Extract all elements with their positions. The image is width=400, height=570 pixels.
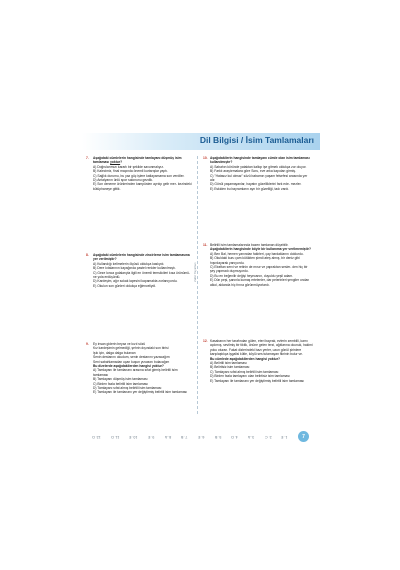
header-bar xyxy=(82,133,320,150)
question-stem: Aşağıdakilerin hangisinde tamlayanı cümle olan isim tamlaması kullanılmıştır? xyxy=(210,156,310,165)
question-stem: Aşağıdaki cümlelerin hangisinde zincirleme isim tamlamasına yer verilmiştir? xyxy=(93,253,190,262)
page-title: Dil Bilgisi / İsim Tamlamaları xyxy=(199,135,314,145)
answer-key-item: 10. E xyxy=(129,435,138,439)
option-e[interactable]: E) Okulun son günleri oldukça eğlenceliydi. xyxy=(93,283,157,288)
answer-key-item: 12. D xyxy=(92,435,101,439)
option-a[interactable]: A) Kullandığı kelimelerin ölçüsü oldukça kaslıydı. xyxy=(93,261,165,266)
question-8 xyxy=(86,253,192,288)
question-line: Aşağıdakilerin hangisinde böyle bir kullanıma yer verilmemiştir? xyxy=(210,247,311,252)
question-10 xyxy=(203,156,313,191)
option-b[interactable]: B) Kalecimiz, final maçında önemli kurtarışlar yaptı. xyxy=(93,169,168,174)
option-d[interactable]: D) Birden fazla tamlayanı olan belirtisiz isim tamlaması xyxy=(210,374,290,379)
answer-key-item: 5. B xyxy=(214,435,222,439)
question-number: 8. xyxy=(86,253,89,257)
poem-line: Ey insan giderin beyaz ve kızıl sözü xyxy=(93,342,146,346)
poem-line: Kız kardeşimin gelmediği, şehrin dışındaki son birisi xyxy=(93,346,169,351)
poem-line: Seni sabahlamadan uçan kuşun yuvasını bulacağım xyxy=(93,359,170,364)
answer-key-item: 11. D xyxy=(110,435,120,439)
option-c[interactable]: C) "Hatasız kul olmaz" sözü babamın yaşam felsefesi arasında yer alır. xyxy=(210,173,308,183)
option-c[interactable]: C) Birden fazla belirtili isim tamlaması xyxy=(93,381,148,386)
option-a[interactable]: A) Sabahın köründe yataktan kalkıp işe gitmek oldukça zor oluyor. xyxy=(210,164,307,169)
answer-key-item: 8. A xyxy=(164,435,171,439)
option-e[interactable]: E) Son deneme ürünlerinden kampüsten ayrılıp gelir mer- kezindeki kütüphaneye gittik. xyxy=(93,182,192,191)
stem-emphasis: yoktur xyxy=(110,160,121,165)
option-a[interactable]: A) Tamlayanı ile tamlananı arasına sıfat girmiş belirtili isim tamlaması xyxy=(93,368,178,377)
publisher-side-label: Zafer Yayınları xyxy=(193,262,197,282)
question-11 xyxy=(203,243,313,287)
option-d[interactable]: D) Tamlayanı sıfat almış belirtili isim tamlaması xyxy=(93,386,162,391)
poem-line: Senin destanını okudum, senin destanını yazacağım xyxy=(93,355,170,360)
option-a[interactable]: A) Ben Bal, hemen yanından fakirleri, çay bardaklarını doldurdu. xyxy=(210,251,304,256)
answer-key-item: 3. A xyxy=(248,435,255,439)
option-b[interactable]: B) Tamlayanı düşmüş isim tamlaması xyxy=(93,377,148,382)
answer-key-item: 7. B xyxy=(181,435,188,439)
option-d[interactable]: D) Kardeşim, ağır sokak lapesini kapamakta zorlanıyordu. xyxy=(93,279,178,284)
option-e[interactable]: E) Eskiden bu bayramların ayrı bir güzelliği, tadı vardı. xyxy=(210,186,290,191)
question-12 xyxy=(203,339,313,383)
question-number: 7. xyxy=(86,156,89,160)
poem-line: Işık için, dalga dalga bulanan xyxy=(93,350,136,355)
question-intro: Belirtili isim tamlamalarında bazen tamlanan düşebilir. xyxy=(210,243,289,247)
option-e[interactable]: E) Tamlayanı ile tamlananı yer değiştirmiş belirtili isim tamlaması xyxy=(210,378,305,383)
answer-key-item: 1. E xyxy=(281,435,288,439)
page-number-badge: 7 xyxy=(298,431,309,442)
option-b[interactable]: B) Okuldaki kuru çam kütükten şimdi ateş almış, bir deniz gibi hışırdayarak yanıyordu. xyxy=(210,256,300,265)
option-e[interactable]: E) Dün peşi, şanınla kumaş ertelenler, dar pelerinleri şengiler ondan alkol, aldanda hiç fırına görünmüyorlardı. xyxy=(210,278,310,287)
option-e[interactable]: E) Tamlayanı ile tamlananı yer değiştirmiş belirtili isim tamlaması xyxy=(93,390,188,395)
option-c[interactable]: C) Elraftan servi ve retinin de mısır ve yapraktan sesler- den hiç bir şey yapmadı duymuyordu. xyxy=(210,265,308,274)
answer-key-strip xyxy=(92,432,288,442)
question-stem: Aşağıdaki cümlelerin hangisinde tamlayanı düşmüş isim tamlaması yoktur? xyxy=(93,156,182,165)
question-number: 11. xyxy=(203,243,208,247)
option-c[interactable]: C) Geze lonca gıdalarıyla ilgili en önemli temsilcileri kısa ürünümü- ne yola erdüşürdü. xyxy=(93,270,191,280)
option-b[interactable]: B) Dere kıtalarının kayağında pastel renkler kullanılmıştı. xyxy=(93,266,176,271)
question-passage: Kasabanın her tarafından gülen, eteri bayrak, evlerin zembilli, kamı açıkmış, sevilmiş bir tiktik, önüne gelen terzi, ağıtlarına okunuk, hakimi yoku oturan. Fakat dizlerindeki bazı yerler, uzun gönül şirinlere karşılaştıkça işgalisi kütle, köylü ses tutamayan fikrinin bulur ve. xyxy=(210,339,313,357)
option-a[interactable]: A) Doğrularımızı kararlı bir şekilde savunmalıyız. xyxy=(93,164,164,169)
option-d[interactable]: D) Antalyanın ünlü spor salonunu gezdik. xyxy=(93,178,153,183)
option-a[interactable]: A) Belirtili isim tamlaması xyxy=(210,361,247,366)
question-number: 12. xyxy=(203,339,208,343)
option-d[interactable]: D) Bu en beğenilir değişi heyecanın, duyuldu yeşil adam. xyxy=(210,273,294,278)
answer-key-item: 2. C xyxy=(264,435,272,439)
option-b[interactable]: B) Belirtisiz isim tamlaması xyxy=(210,365,250,370)
option-d[interactable]: D) Gönül yaşamayanlar, hayatın güzelliklerini fark ede- mezler. xyxy=(210,182,302,187)
question-line: Bu dizelerde aşağıdakilerden hangisi yoktur? xyxy=(93,364,164,369)
answer-key-item: 4. D xyxy=(231,435,238,439)
answer-key-item: 9. E xyxy=(148,435,155,439)
question-number: 9. xyxy=(86,342,89,346)
question-number: 10. xyxy=(203,156,208,160)
option-b[interactable]: B) Farklı araştırmalara göre Soru, eve arka kapıdan girmiş. xyxy=(210,169,296,174)
question-line: Bu cümlede aşağıdakilerden hangisi yoktur? xyxy=(210,356,280,361)
question-9 xyxy=(86,342,192,395)
option-c[interactable]: C) Tamlayanı sıfat almış belirtili isim tamlaması xyxy=(210,369,279,374)
question-7 xyxy=(86,156,192,191)
option-c[interactable]: C) Sağlık durumu, bu yaz güç işlere katlayamama son verdiler. xyxy=(93,173,185,178)
column-divider xyxy=(197,156,198,414)
answer-key-item: 6. E xyxy=(197,435,205,439)
